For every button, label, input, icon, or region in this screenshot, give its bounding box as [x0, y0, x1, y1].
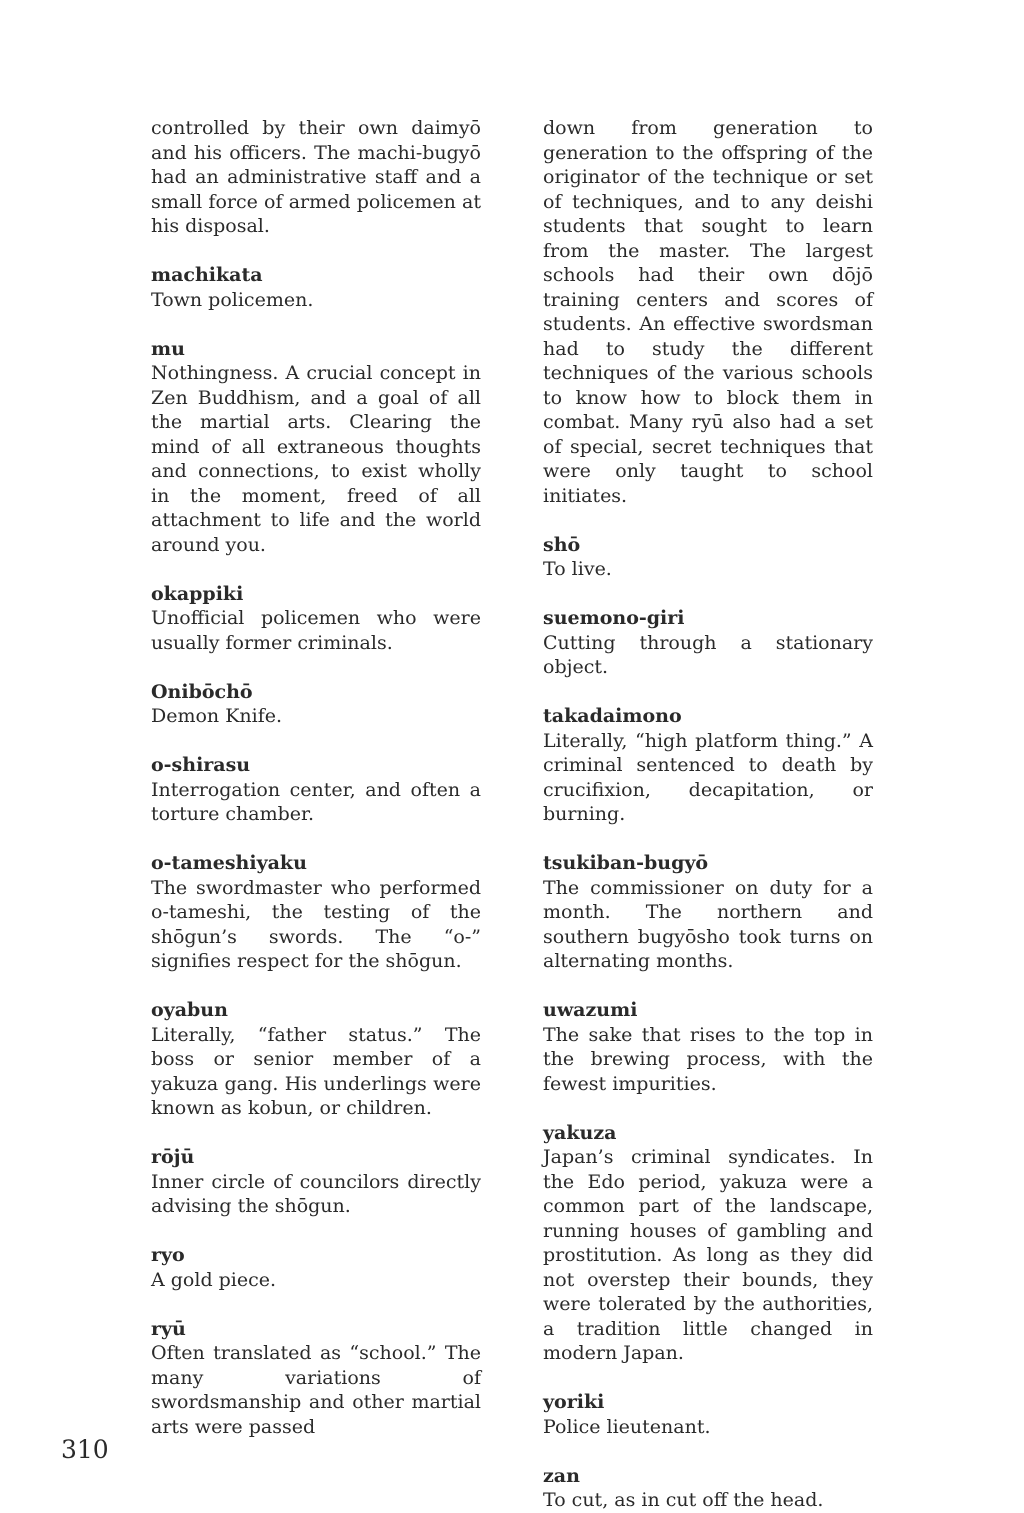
glossary-entry-okappiki — [151, 582, 481, 656]
glossary-definition: To cut, as in cut off the head. — [543, 1489, 824, 1511]
glossary-term: takadaimono — [543, 705, 682, 727]
continued-paragraph: controlled by their own daimyō and his officers. The machi-bugyō had an administrative staff and a small force of armed policemen at his disposal. — [151, 117, 481, 237]
glossary-term: ryo — [151, 1244, 185, 1266]
glossary-entry-takadaimono — [543, 704, 873, 827]
glossary-term: yoriki — [543, 1391, 605, 1413]
glossary-definition: Literally, “father status.” The boss or senior member of a yakuza gang. His underlings were known as kobun, or children. — [151, 1023, 481, 1119]
glossary-entry-o-shirasu — [151, 753, 481, 827]
glossary-definition: To live. — [543, 558, 612, 580]
glossary-entry-oyabun — [151, 998, 481, 1121]
glossary-definition: Town policemen. — [151, 288, 314, 311]
glossary-definition: Unofficial policemen who were usually former criminals. — [151, 607, 481, 654]
glossary-entry-tsukiban-bugyo — [543, 851, 873, 974]
glossary-definition: The commissioner on duty for a month. The northern and southern bugyōsho took turns on alternating months. — [543, 876, 873, 972]
glossary-entry-sho — [543, 533, 873, 582]
glossary-term: rōjū — [151, 1146, 195, 1168]
glossary-definition: A gold piece. — [151, 1268, 277, 1291]
glossary-definition: Nothingness. A crucial concept in Zen Buddhism, and a goal of all the martial arts. Clearing the mind of all extraneous thoughts and connections, to exist wholly in the moment, freed of all attachment to life and the world around you. — [151, 362, 481, 556]
glossary-definition: Cutting through a stationary object. — [543, 631, 873, 678]
glossary-term: Onibōchō — [151, 680, 253, 703]
continued-paragraph: down from generation to generation to the offspring of the originator of the technique or set of techniques, and to any deishi students that sought to learn from the master. The largest schools had their own dōjō training centers and scores of students. An effective swordsman had to study the different techniques of the various schools to know how to block them in combat. Many ryū also had a set of special, secret techniques that were only taught to school initiates. — [543, 117, 873, 507]
glossary-definition: Often translated as “school.” The many variations of swordsmanship and other martial arts were passed — [151, 1342, 481, 1438]
glossary-entry-ryo — [151, 1243, 481, 1292]
glossary-term: o-shirasu — [151, 754, 251, 776]
glossary-definition: The swordmaster who performed o-tameshi, the testing of the shōgun’s swords. The “o-” signifies respect for the shōgun. — [151, 876, 481, 972]
glossary-entry-ryu — [151, 1317, 481, 1440]
page-number: 310 — [61, 1435, 109, 1464]
glossary-entry-uwazumi — [543, 998, 873, 1096]
glossary-definition: Demon Knife. — [151, 705, 283, 727]
glossary-term: suemono-giri — [543, 607, 685, 629]
glossary-entry-mu — [151, 337, 481, 558]
right-column — [543, 116, 873, 1513]
glossary-entry-machikata — [151, 263, 481, 312]
glossary-term: oyabun — [151, 999, 228, 1021]
left-column — [151, 116, 481, 1439]
glossary-entry-zan — [543, 1464, 873, 1513]
glossary-term: yakuza — [543, 1121, 617, 1144]
glossary-definition: The sake that rises to the top in the brewing process, with the fewest impurities. — [543, 1023, 873, 1095]
glossary-term: mu — [151, 337, 185, 360]
glossary-term: tsukiban-bugyō — [543, 852, 709, 874]
glossary-definition: Inner circle of councilors directly advising the shōgun. — [151, 1170, 481, 1217]
glossary-term: ryū — [151, 1317, 186, 1340]
glossary-definition: Literally, “high platform thing.” A criminal sentenced to death by crucifixion, decapitation, or burning. — [543, 729, 873, 825]
glossary-entry-yoriki — [543, 1390, 873, 1439]
glossary-term: okappiki — [151, 582, 244, 605]
glossary-entry-roju — [151, 1145, 481, 1219]
glossary-definition: Interrogation center, and often a torture chamber. — [151, 778, 481, 825]
glossary-definition: Japan’s criminal syndicates. In the Edo period, yakuza were a common part of the landscape, running houses of gambling and prostitution. As long as they did not overstep their bounds, they were tolerated by the authorities, a tradition little changed in modern Japan. — [543, 1146, 873, 1364]
glossary-entry-o-tameshiyaku — [151, 851, 481, 974]
glossary-entry-onibocho — [151, 680, 481, 729]
glossary-term: uwazumi — [543, 999, 638, 1021]
glossary-definition: Police lieutenant. — [543, 1415, 711, 1438]
glossary-term: zan — [543, 1464, 580, 1487]
glossary-term: o-tameshiyaku — [151, 852, 307, 874]
glossary-entry-yakuza — [543, 1121, 873, 1366]
glossary-term: machikata — [151, 264, 263, 286]
glossary-entry-suemono-giri — [543, 606, 873, 680]
glossary-term: shō — [543, 533, 581, 556]
